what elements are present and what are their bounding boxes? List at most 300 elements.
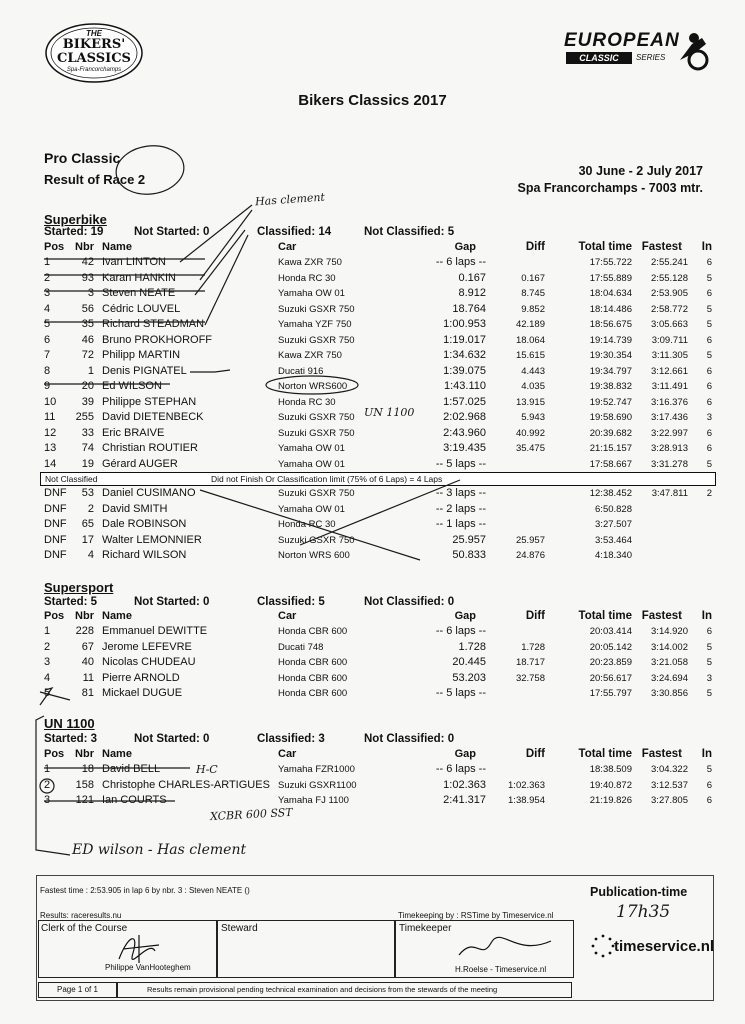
timekeeper-name: H.Roelse - Timeservice.nl	[455, 965, 547, 974]
un1100-classified: Classified: 3	[257, 733, 325, 745]
cell-diff: 5.943	[521, 412, 545, 423]
cell-total: 18:14.486	[589, 303, 632, 315]
cell-pos: 1	[44, 763, 51, 775]
cell-gap: 18.764	[452, 302, 486, 315]
clerk-label: Clerk of the Course	[41, 923, 128, 934]
cell-pos: 11	[44, 411, 56, 423]
event-dates: 30 June - 2 July 2017	[578, 164, 703, 178]
cell-fast: 3:05.663	[651, 319, 688, 330]
publication-time-label: Publication-time	[590, 885, 688, 899]
table-row	[0, 287, 745, 303]
cell-fast: 3:12.661	[651, 365, 688, 377]
logo-classics: CLASSICS	[57, 51, 131, 66]
cell-in: 3	[706, 672, 712, 684]
cell-in: 5	[706, 657, 712, 668]
cell-diff: 4.035	[521, 381, 545, 392]
table-row	[0, 272, 745, 288]
cell-car: Yamaha OW 01	[278, 288, 345, 299]
cell-gap: -- 2 laps --	[435, 502, 486, 515]
cell-nbr: 53	[81, 487, 94, 499]
cell-fast: 3:04.322	[651, 764, 688, 775]
cell-nbr: 33	[81, 426, 94, 439]
cell-car: Honda CBR 600	[278, 657, 348, 668]
col-diff: Diff	[525, 241, 545, 253]
logo-the: THE	[86, 29, 102, 38]
col-in: In	[701, 610, 712, 622]
cell-diff: 42.189	[515, 319, 545, 330]
col-gap: Gap	[454, 748, 476, 760]
cell-pos: DNF	[44, 487, 67, 499]
cell-car: Yamaha FZR1000	[278, 764, 355, 775]
cell-total: 4:18.340	[595, 550, 632, 561]
cell-nbr: 255	[75, 411, 94, 423]
cell-gap: 1:00.953	[443, 318, 486, 330]
handwritten-un1100: UN 1100	[364, 406, 415, 419]
cell-pos: 8	[44, 364, 51, 377]
cell-fast: 3:11.305	[651, 350, 688, 361]
cell-total: 19:52.747	[589, 396, 632, 408]
col-pos: Pos	[44, 610, 65, 622]
supersport-started: Started: 5	[44, 596, 98, 608]
cell-total: 20:39.682	[589, 427, 632, 439]
cell-diff: 9.852	[521, 303, 545, 315]
cell-pos: 9	[44, 380, 51, 392]
cell-gap: -- 6 laps --	[435, 256, 486, 268]
cell-pos: 5	[44, 318, 51, 330]
col-nbr: Nbr	[75, 748, 94, 760]
document-title: Bikers Classics 2017	[298, 92, 447, 109]
clerk-signature	[109, 929, 179, 965]
cell-diff: 0.167	[521, 272, 545, 284]
cell-total: 12:38.452	[589, 488, 632, 499]
cell-car: Suzuki GSXR 750	[278, 488, 355, 499]
cell-name: Denis PIGNATEL	[102, 364, 187, 377]
cell-name: Dale ROBINSON	[102, 518, 187, 530]
cell-fast: 3:16.376	[651, 396, 688, 408]
cell-pos: 10	[44, 395, 57, 408]
cell-total: 19:38.832	[589, 381, 632, 392]
cell-fast: 3:47.811	[651, 488, 688, 499]
table-row	[0, 763, 745, 779]
section-superbike-title: Superbike	[44, 212, 107, 227]
cell-nbr: 1	[87, 364, 94, 377]
table-row	[0, 549, 745, 565]
cell-name: Ivan LINTON	[102, 256, 166, 268]
cell-diff: 15.615	[515, 350, 545, 361]
cell-in: 6	[706, 288, 712, 299]
cell-nbr: 4	[87, 549, 94, 561]
superbike-not-classified: Not Classified: 5	[364, 226, 455, 238]
cell-gap: -- 3 laps --	[435, 487, 486, 499]
cell-in: 5	[706, 350, 712, 361]
col-diff: Diff	[525, 748, 545, 760]
cell-diff: 1.728	[521, 641, 545, 653]
superbike-column-headers	[0, 241, 745, 257]
cell-name: Mickael DUGUE	[102, 687, 183, 699]
cell-name: Richard STEADMAN	[102, 318, 205, 330]
cell-in: 5	[706, 764, 712, 775]
un1100-started: Started: 3	[44, 733, 98, 745]
logo-classic: CLASSIC	[566, 52, 632, 64]
cell-gap: 2:02.968	[443, 411, 486, 423]
table-row	[0, 672, 745, 688]
cell-car: Yamaha OW 01	[278, 443, 345, 454]
event-dates-venue	[518, 163, 704, 197]
steward-box	[216, 920, 396, 978]
cell-total: 21:15.157	[589, 443, 632, 454]
cell-pos: DNF	[44, 502, 67, 515]
cell-in: 5	[706, 458, 712, 470]
cell-car: Yamaha OW 01	[278, 458, 345, 470]
cell-total: 3:27.507	[595, 519, 632, 530]
table-row	[0, 256, 745, 272]
col-gap: Gap	[454, 610, 476, 622]
un1100-not-classified: Not Classified: 0	[364, 733, 455, 745]
cell-fast: 3:17.436	[651, 412, 688, 423]
supersport-column-headers	[0, 610, 745, 626]
cell-nbr: 228	[75, 625, 94, 637]
cell-in: 5	[706, 319, 712, 330]
timeservice-text: timeservice.nl	[614, 938, 715, 955]
cell-car: Kawa ZXR 750	[278, 257, 342, 268]
section-un1100-title: UN 1100	[44, 716, 95, 731]
cell-car: Ducati 916	[278, 365, 324, 377]
cell-fast: 3:11.491	[651, 381, 688, 392]
cell-name: Jerome LEFEVRE	[102, 640, 192, 653]
cell-car: Yamaha FJ 1100	[278, 795, 349, 806]
cell-nbr: 158	[75, 778, 94, 791]
cell-fast: 3:12.537	[651, 779, 688, 791]
cell-nbr: 2	[87, 502, 94, 515]
cell-nbr: 40	[81, 656, 94, 668]
cell-in: 6	[706, 381, 712, 392]
col-total: Total time	[578, 610, 632, 622]
timekeeper-signature	[455, 931, 555, 963]
cell-pos: 2	[44, 778, 51, 791]
cell-nbr: 39	[81, 395, 94, 408]
cell-in: 6	[706, 626, 712, 637]
cell-gap: 25.957	[452, 533, 486, 546]
cell-name: Philippe STEPHAN	[102, 395, 197, 408]
cell-car: Suzuki GSXR 750	[278, 303, 355, 315]
cell-car: Honda CBR 600	[278, 688, 348, 699]
cell-total: 21:19.826	[589, 795, 632, 806]
logo-spa: Spa-Francorchamps	[66, 67, 122, 73]
cell-name: Cédric LOUVEL	[102, 302, 181, 315]
table-row	[0, 518, 745, 534]
timekeeping-line: Timekeeping by : RSTime by Timeservice.nl	[398, 911, 554, 920]
cell-fast: 3:28.913	[651, 443, 688, 454]
cell-name: Philipp MARTIN	[102, 349, 181, 361]
steward-label: Steward	[221, 923, 258, 934]
not-classified-label: Not Classified	[45, 474, 98, 484]
cell-total: 19:34.797	[589, 365, 632, 377]
cell-name: Christophe CHARLES-ARTIGUES	[102, 778, 270, 791]
cell-name: Karan HANKIN	[102, 271, 176, 284]
cell-diff: 18.064	[515, 334, 545, 346]
cell-fast: 3:21.058	[651, 657, 688, 668]
cell-in: 6	[706, 443, 712, 454]
cell-fast: 2:55.128	[651, 272, 688, 284]
cell-fast: 3:09.711	[651, 334, 688, 346]
cell-gap: 1:19.017	[443, 333, 486, 346]
col-total: Total time	[578, 241, 632, 253]
cell-car: Ducati 748	[278, 641, 324, 653]
cell-name: David SMITH	[102, 502, 168, 515]
superbike-classified: Classified: 14	[257, 226, 332, 238]
col-total: Total time	[578, 748, 632, 760]
cell-in: 5	[706, 688, 712, 699]
cell-diff: 32.758	[515, 672, 545, 684]
table-row	[0, 334, 745, 350]
cell-gap: 53.203	[452, 671, 486, 684]
col-fastest: Fastest	[641, 241, 682, 253]
cell-car: Honda CBR 600	[278, 672, 348, 684]
cell-total: 6:50.828	[595, 503, 632, 515]
cell-nbr: 3	[87, 287, 94, 299]
cell-fast: 3:14.920	[651, 626, 688, 637]
handwritten-cbr600: XCBR 600 SST	[209, 805, 293, 824]
cell-pos: 3	[44, 794, 51, 806]
cell-fast: 2:55.241	[651, 257, 688, 268]
cell-nbr: 56	[81, 302, 94, 315]
cell-total: 20:05.142	[589, 641, 632, 653]
cell-diff: 4.443	[521, 365, 545, 377]
cell-total: 17:55.797	[589, 688, 632, 699]
cell-total: 19:30.354	[589, 350, 632, 361]
cell-in: 6	[706, 779, 712, 791]
clerk-box	[38, 920, 218, 978]
timeservice-dots-icon	[590, 932, 616, 962]
timeservice-logo	[590, 932, 715, 962]
cell-pos: 14	[44, 457, 57, 470]
classification-limit: Did not Finish Or Classification limit (75% of 6 Laps) = 4 Laps	[211, 474, 443, 484]
cell-diff: 8.745	[521, 288, 545, 299]
cell-pos: 5	[44, 687, 51, 699]
logo-series: SERIES	[636, 53, 666, 62]
col-car: Car	[278, 748, 297, 760]
table-row	[0, 380, 745, 396]
col-diff: Diff	[525, 610, 545, 622]
cell-fast: 2:53.905	[651, 288, 688, 299]
cell-car: Suzuki GSXR 750	[278, 427, 355, 439]
event-class: Pro Classic	[44, 150, 121, 166]
cell-fast: 3:27.805	[651, 795, 688, 806]
cell-pos: 7	[44, 349, 51, 361]
superbike-started: Started: 19	[44, 226, 104, 238]
cell-diff: 1:38.954	[508, 795, 545, 806]
cell-nbr: 20	[81, 380, 94, 392]
table-row	[0, 303, 745, 319]
cell-car: Suzuki GSXR 750	[278, 534, 355, 546]
supersport-classified: Classified: 5	[257, 596, 325, 608]
cell-name: David BELL	[102, 763, 161, 775]
cell-car: Norton WRS 600	[278, 550, 350, 561]
cell-gap: -- 5 laps --	[435, 457, 486, 470]
col-pos: Pos	[44, 748, 65, 760]
cell-gap: 1:34.632	[443, 349, 486, 361]
cell-nbr: 11	[82, 671, 94, 684]
page-number: Page 1 of 1	[57, 985, 98, 994]
cell-nbr: 67	[81, 640, 94, 653]
col-in: In	[701, 241, 712, 253]
cell-pos: DNF	[44, 549, 67, 561]
col-pos: Pos	[44, 241, 65, 253]
cell-diff: 35.475	[515, 443, 545, 454]
not-classified-bar	[40, 472, 716, 486]
table-row	[0, 487, 745, 503]
cell-name: Daniel CUSIMANO	[102, 487, 196, 499]
cell-car: Norton WRS600	[278, 381, 348, 392]
cell-gap: 1.728	[458, 640, 486, 653]
cell-total: 17:55.889	[589, 272, 632, 284]
cell-nbr: 93	[81, 271, 94, 284]
table-row	[0, 641, 745, 657]
provisional-note: Results remain provisional pending technical examination and decisions from the stewards of the meeting	[147, 985, 498, 994]
cell-total: 20:03.414	[589, 626, 632, 637]
col-fastest: Fastest	[641, 748, 682, 760]
cell-name: David DIETENBECK	[102, 411, 204, 423]
cell-pos: 4	[44, 302, 51, 315]
cell-name: Pierre ARNOLD	[102, 671, 180, 684]
table-row	[0, 656, 745, 672]
col-name: Name	[102, 610, 132, 622]
col-name: Name	[102, 241, 132, 253]
cell-car: Yamaha YZF 750	[278, 319, 352, 330]
cell-total: 20:23.859	[589, 657, 632, 668]
cell-pos: 13	[44, 442, 57, 454]
cell-pos: 12	[44, 426, 57, 439]
cell-name: Ed WILSON	[102, 380, 162, 392]
cell-gap: -- 5 laps --	[435, 687, 486, 699]
cell-pos: 4	[44, 671, 51, 684]
handwritten-ed-wilson-note: ED wilson - Has clement	[72, 842, 247, 858]
cell-nbr: 35	[81, 318, 94, 330]
cell-in: 5	[706, 303, 712, 315]
supersport-not-classified: Not Classified: 0	[364, 596, 455, 608]
clerk-name: Philippe VanHooteghem	[105, 963, 191, 972]
cell-total: 19:58.690	[589, 412, 632, 423]
cell-car: Honda CBR 600	[278, 626, 348, 637]
cell-diff: 40.992	[515, 427, 545, 439]
event-venue: Spa Francorchamps - 7003 mtr.	[517, 181, 703, 195]
col-name: Name	[102, 748, 132, 760]
cell-in: 6	[706, 427, 712, 439]
cell-nbr: 72	[81, 349, 94, 361]
cell-in: 6	[706, 396, 712, 408]
cell-gap: 1:43.110	[443, 380, 486, 392]
cell-nbr: 46	[81, 333, 94, 346]
cell-in: 5	[706, 272, 712, 284]
cell-total: 18:04.634	[589, 288, 632, 299]
cell-fast: 2:58.772	[651, 303, 688, 315]
logo-bikers: BIKERS'	[62, 37, 126, 52]
cell-pos: 1	[44, 625, 51, 637]
cell-total: 19:40.872	[589, 779, 632, 791]
table-row	[0, 625, 745, 641]
handwritten-hc: H-C	[196, 763, 218, 776]
cell-car: Honda RC 30	[278, 396, 336, 408]
cell-gap: 0.167	[458, 271, 486, 284]
cell-fast: 3:14.002	[651, 641, 688, 653]
cell-nbr: 17	[81, 533, 94, 546]
cell-pos: 6	[44, 333, 51, 346]
cell-fast: 3:24.694	[651, 672, 688, 684]
bikers-classics-logo	[44, 22, 144, 84]
section-supersport-title: Supersport	[44, 580, 114, 595]
cell-nbr: 19	[81, 457, 94, 470]
un1100-not-started: Not Started: 0	[134, 733, 210, 745]
cell-diff: 18.717	[515, 657, 545, 668]
timekeeper-box	[394, 920, 574, 978]
cell-gap: 1:02.363	[443, 778, 486, 791]
cell-car: Kawa ZXR 750	[278, 350, 342, 361]
table-row	[0, 503, 745, 519]
cell-pos: 2	[44, 271, 51, 284]
cell-nbr: 74	[81, 442, 94, 454]
col-in: In	[701, 748, 712, 760]
cell-name: Eric BRAIVE	[102, 426, 165, 439]
fastest-time-line: Fastest time : 2:53.905 in lap 6 by nbr. 3 : Steven NEATE ()	[40, 886, 250, 895]
cell-nbr: 18	[81, 763, 94, 775]
handwritten-has-clement: Has clement	[254, 190, 326, 209]
cell-in: 6	[706, 257, 712, 268]
cell-diff: 13.915	[515, 396, 545, 408]
cell-gap: 20.445	[452, 656, 486, 668]
cell-total: 19:14.739	[589, 334, 632, 346]
cell-in: 2	[706, 488, 712, 499]
superbike-not-started: Not Started: 0	[134, 226, 210, 238]
timekeeper-label: Timekeeper	[399, 923, 452, 934]
cell-total: 20:56.617	[589, 672, 632, 684]
cell-name: Bruno PROKHOROFF	[102, 333, 213, 346]
cell-pos: 2	[44, 640, 51, 653]
table-row	[0, 779, 745, 795]
cell-nbr: 42	[81, 256, 94, 268]
col-gap: Gap	[454, 241, 476, 253]
col-nbr: Nbr	[75, 241, 94, 253]
cell-car: Suzuki GSXR 750	[278, 334, 355, 346]
col-nbr: Nbr	[75, 610, 94, 622]
cell-pos: DNF	[44, 533, 67, 546]
cell-gap: 1:57.025	[443, 395, 486, 408]
cell-name: Ian COURTS	[102, 794, 167, 806]
col-car: Car	[278, 610, 297, 622]
table-row	[0, 365, 745, 381]
cell-pos: 3	[44, 287, 51, 299]
cell-gap: 50.833	[452, 549, 486, 561]
cell-pos: DNF	[44, 518, 67, 530]
cell-car: Suzuki GSXR1100	[278, 779, 357, 791]
table-row	[0, 687, 745, 703]
col-car: Car	[278, 241, 297, 253]
cell-gap: -- 1 laps --	[435, 518, 486, 530]
un1100-column-headers	[0, 748, 745, 764]
cell-gap: 1:39.075	[443, 364, 486, 377]
cell-gap: 2:41.317	[443, 794, 486, 806]
table-row	[0, 427, 745, 443]
cell-total: 17:58.667	[589, 458, 632, 470]
table-row	[0, 318, 745, 334]
cell-nbr: 81	[81, 687, 94, 699]
cell-pos: 3	[44, 656, 51, 668]
cell-gap: 2:43.960	[443, 426, 486, 439]
cell-total: 17:55.722	[589, 257, 632, 268]
cell-gap: -- 6 laps --	[435, 625, 486, 637]
cell-diff: 1:02.363	[508, 779, 545, 791]
table-row	[0, 349, 745, 365]
cell-diff: 24.876	[515, 550, 545, 561]
